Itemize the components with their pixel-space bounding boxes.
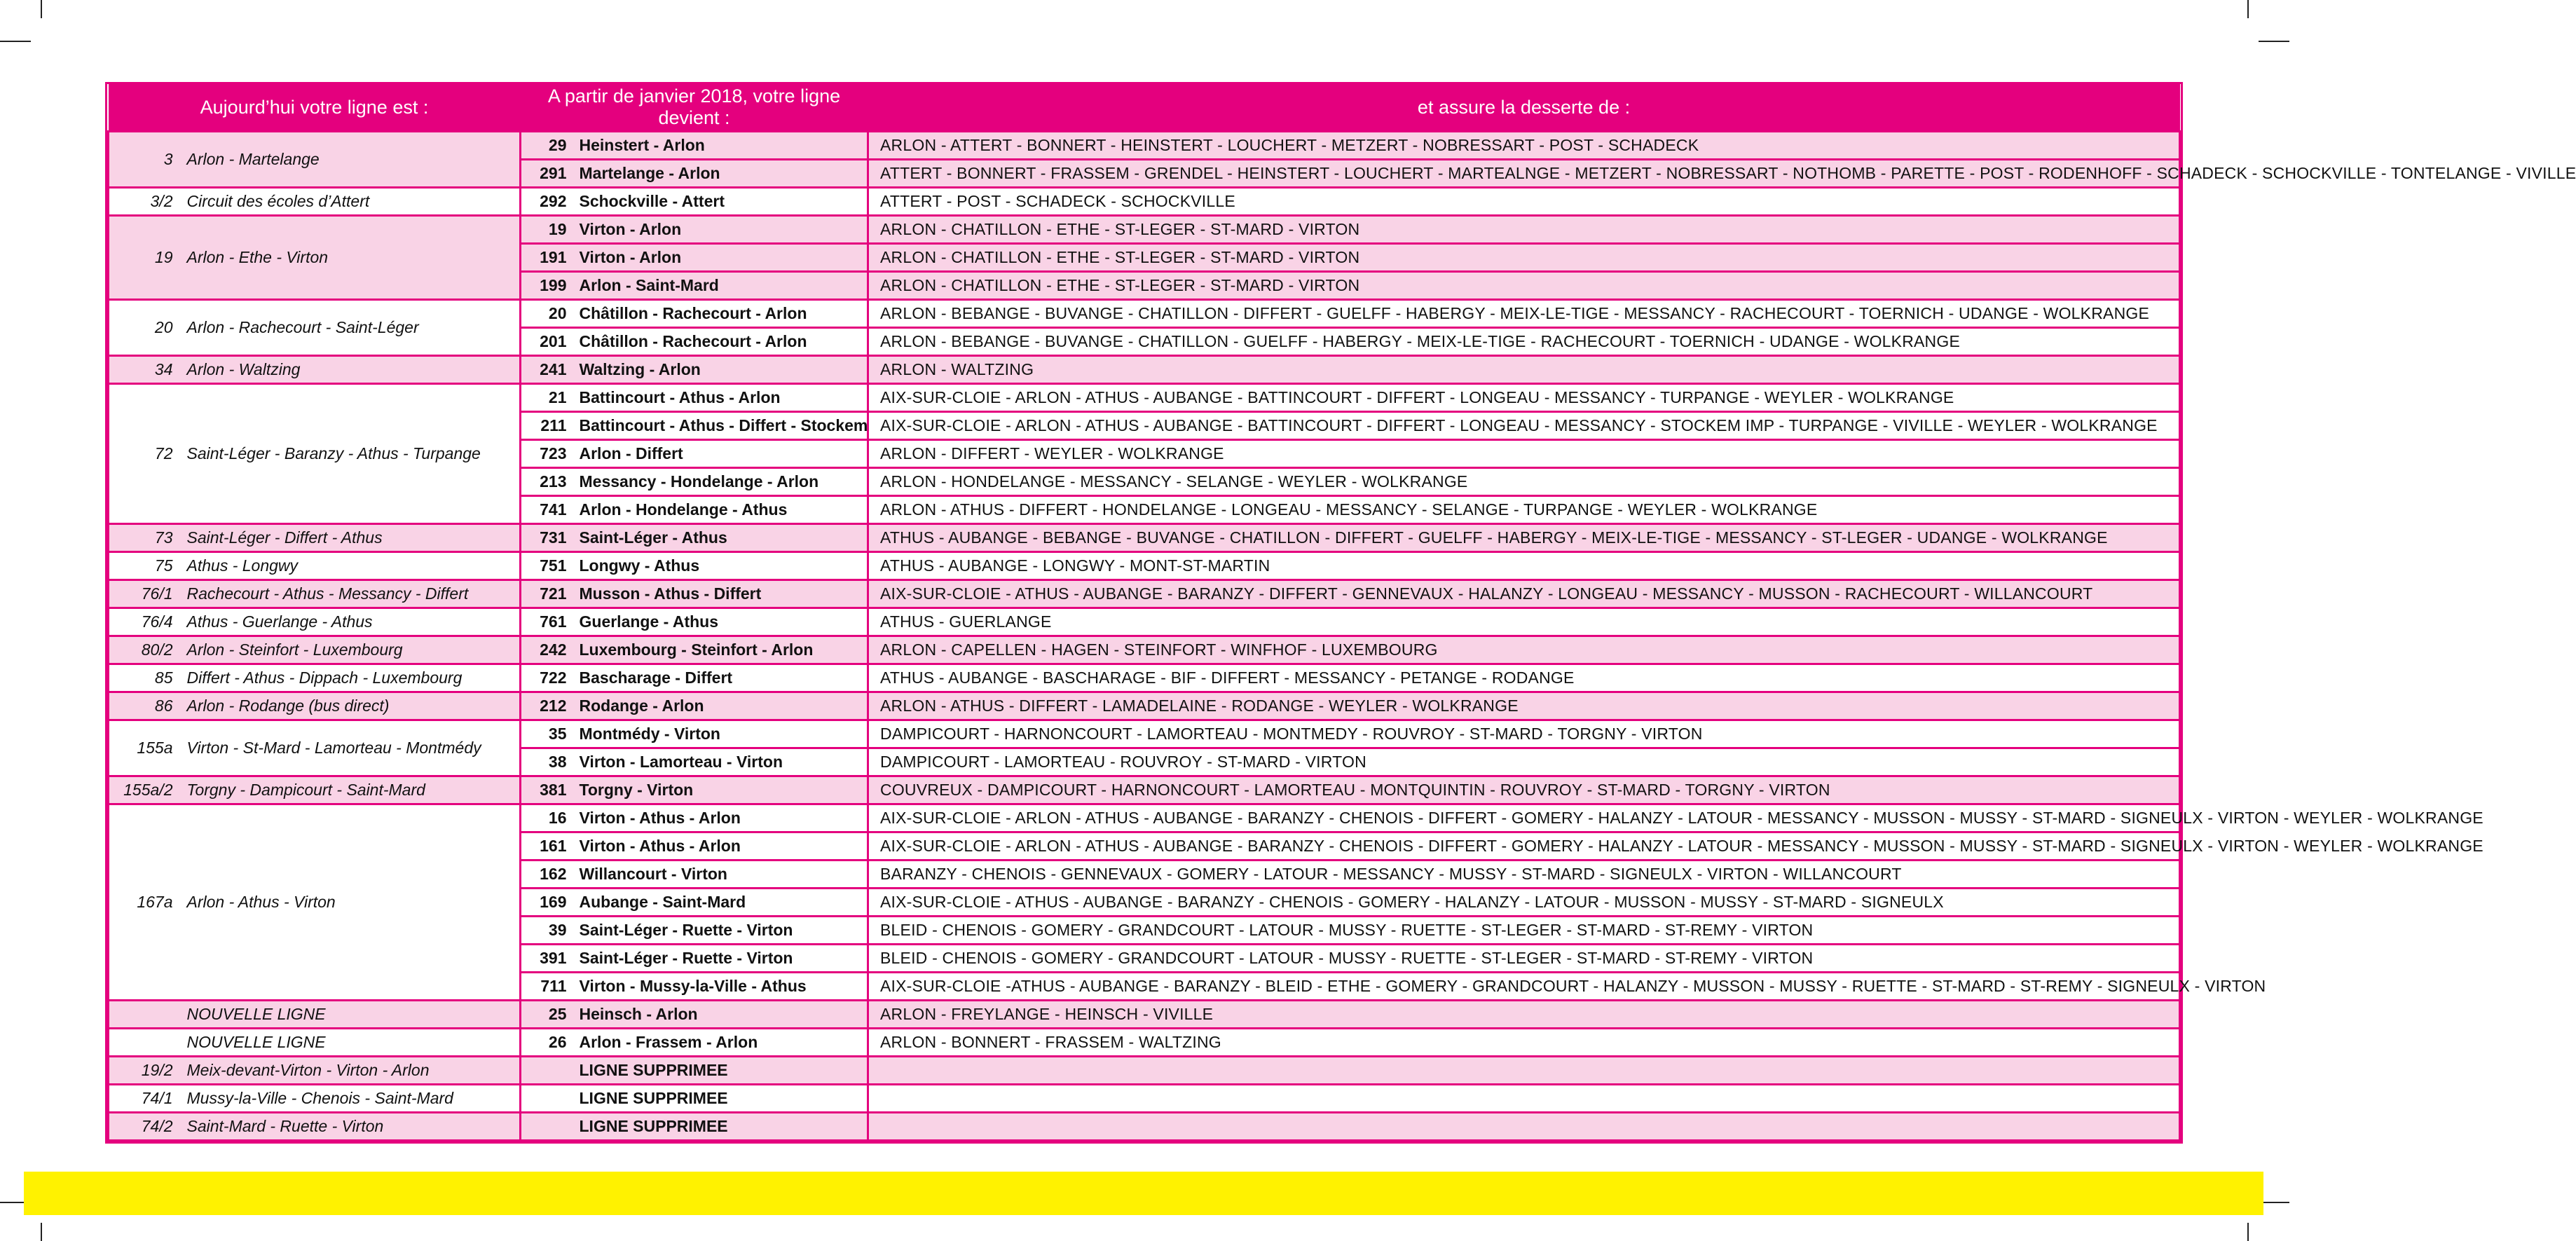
new-line-number: 242 <box>521 636 580 664</box>
old-line-name: Differt - Athus - Dippach - Luxembourg <box>187 664 521 692</box>
table-row <box>109 1085 2180 1113</box>
new-line-name: Saint-Léger - Athus <box>580 524 868 552</box>
new-line-number: 35 <box>521 720 580 748</box>
served-stops: BARANZY - CHENOIS - GENNEVAUX - GOMERY - LATOUR - MESSANCY - MUSSY - ST-MARD - SIGNEULX - VIRTON - WILLANCOURT <box>868 861 2180 889</box>
new-line-name: Virton - Arlon <box>580 216 868 244</box>
served-stops: DAMPICOURT - HARNONCOURT - LAMORTEAU - MONTMEDY - ROUVROY - ST-MARD - TORGNY - VIRTON <box>868 720 2180 748</box>
old-line-number: 72 <box>109 384 187 524</box>
old-line-number: 74/2 <box>109 1113 187 1141</box>
table-row <box>109 356 2180 384</box>
new-line-name: Guerlange - Athus <box>580 608 868 636</box>
served-stops: AIX-SUR-CLOIE - ARLON - ATHUS - AUBANGE - BATTINCOURT - DIFFERT - LONGEAU - MESSANCY - TURPANGE - WEYLER - WOLKRANGE <box>868 384 2180 412</box>
old-line-number <box>109 1029 187 1057</box>
new-line-name: Schockville - Attert <box>580 188 868 216</box>
old-line-number: 85 <box>109 664 187 692</box>
new-line-number: 191 <box>521 244 580 272</box>
old-line-name: Arlon - Ethe - Virton <box>187 216 521 300</box>
crop-mark <box>2247 0 2249 18</box>
new-line-number: 26 <box>521 1029 580 1057</box>
old-line-number: 76/1 <box>109 580 187 608</box>
old-line-number: 3 <box>109 132 187 188</box>
new-line-number: 38 <box>521 748 580 776</box>
old-line-name: Arlon - Waltzing <box>187 356 521 384</box>
new-line-number <box>521 1057 580 1085</box>
new-line-number: 19 <box>521 216 580 244</box>
old-line-number: 19/2 <box>109 1057 187 1085</box>
new-line-number: 169 <box>521 889 580 917</box>
new-line-number: 381 <box>521 776 580 804</box>
served-stops: ARLON - BONNERT - FRASSEM - WALTZING <box>868 1029 2180 1057</box>
new-line-name: Martelange - Arlon <box>580 160 868 188</box>
table-row <box>109 636 2180 664</box>
new-line-number: 162 <box>521 861 580 889</box>
new-line-name: Arlon - Saint-Mard <box>580 272 868 300</box>
old-line-number: 75 <box>109 552 187 580</box>
served-stops: ARLON - FREYLANGE - HEINSCH - VIVILLE <box>868 1001 2180 1029</box>
crop-mark <box>41 1223 42 1241</box>
crop-mark <box>41 0 42 18</box>
table-body <box>109 132 2576 1141</box>
table-row <box>109 132 2180 160</box>
served-stops: ARLON - BEBANGE - BUVANGE - CHATILLON - GUELFF - HABERGY - MEIX-LE-TIGE - RACHECOURT - TOERNICH - UDANGE - WOLKRANGE <box>868 328 2180 356</box>
old-line-number: 86 <box>109 692 187 720</box>
table-row <box>109 720 2180 748</box>
new-line-number: 211 <box>521 412 580 440</box>
served-stops: ARLON - DIFFERT - WEYLER - WOLKRANGE <box>868 440 2180 468</box>
new-line-number: 291 <box>521 160 580 188</box>
new-line-number: 292 <box>521 188 580 216</box>
served-stops: AIX-SUR-CLOIE - ATHUS - AUBANGE - BARANZY - CHENOIS - GOMERY - HALANZY - LATOUR - MUSSON - MUSSY - ST-MARD - SIGNEULX <box>868 889 2180 917</box>
new-line-name: Virton - Mussy-la-Ville - Athus <box>580 973 868 1001</box>
old-line-number: 76/4 <box>109 608 187 636</box>
yellow-footer-band <box>24 1172 2263 1215</box>
old-line-name: Rachecourt - Athus - Messancy - Differt <box>187 580 521 608</box>
old-line-number: 3/2 <box>109 188 187 216</box>
old-line-name: Arlon - Rodange (bus direct) <box>187 692 521 720</box>
table-row <box>109 664 2180 692</box>
new-line-name: Arlon - Hondelange - Athus <box>580 496 868 524</box>
table-row <box>109 804 2180 832</box>
old-line-name: Athus - Longwy <box>187 552 521 580</box>
new-line-name: Messancy - Hondelange - Arlon <box>580 468 868 496</box>
new-line-name: Saint-Léger - Ruette - Virton <box>580 945 868 973</box>
new-line-number: 39 <box>521 917 580 945</box>
new-line-number: 213 <box>521 468 580 496</box>
new-line-name: Virton - Athus - Arlon <box>580 832 868 861</box>
table-row <box>109 188 2180 216</box>
crop-mark <box>2247 1223 2249 1241</box>
served-stops: ARLON - CHATILLON - ETHE - ST-LEGER - ST-MARD - VIRTON <box>868 272 2180 300</box>
new-line-number <box>521 1113 580 1141</box>
served-stops: ARLON - ATHUS - DIFFERT - HONDELANGE - LONGEAU - MESSANCY - SELANGE - TURPANGE - WEYLER - WOLKRANGE <box>868 496 2180 524</box>
old-line-number <box>109 1001 187 1029</box>
served-stops: BLEID - CHENOIS - GOMERY - GRANDCOURT - LATOUR - MUSSY - RUETTE - ST-LEGER - ST-MARD - ST-REMY - VIRTON <box>868 917 2180 945</box>
served-stops: AIX-SUR-CLOIE - ARLON - ATHUS - AUBANGE - BARANZY - CHENOIS - DIFFERT - GOMERY - HALANZY - LATOUR - MESSANCY - MUSSON - MUSSY - ST-MARD - SIGNEULX - VIRTON - WEYLER - WOLKRANGE <box>868 804 2180 832</box>
table-row <box>109 692 2180 720</box>
served-stops <box>868 1113 2180 1141</box>
new-line-name: Arlon - Differt <box>580 440 868 468</box>
new-line-number: 25 <box>521 1001 580 1029</box>
old-line-name: Arlon - Athus - Virton <box>187 804 521 1001</box>
old-line-name: Athus - Guerlange - Athus <box>187 608 521 636</box>
old-line-name: Arlon - Steinfort - Luxembourg <box>187 636 521 664</box>
new-line-name: Torgny - Virton <box>580 776 868 804</box>
new-line-name: Arlon - Frassem - Arlon <box>580 1029 868 1057</box>
new-line-name: Bascharage - Differt <box>580 664 868 692</box>
new-line-number: 761 <box>521 608 580 636</box>
table-row <box>109 216 2180 244</box>
old-line-number: 155a <box>109 720 187 776</box>
new-line-name: Aubange - Saint-Mard <box>580 889 868 917</box>
served-stops: ARLON - CAPELLEN - HAGEN - STEINFORT - WINFHOF - LUXEMBOURG <box>868 636 2180 664</box>
served-stops: AIX-SUR-CLOIE - ARLON - ATHUS - AUBANGE - BATTINCOURT - DIFFERT - LONGEAU - MESSANCY - STOCKEM IMP - TURPANGE - VIVILLE - WEYLER - WOLKRANGE <box>868 412 2180 440</box>
served-stops: DAMPICOURT - LAMORTEAU - ROUVROY - ST-MARD - VIRTON <box>868 748 2180 776</box>
table-row <box>109 1057 2180 1085</box>
served-stops: COUVREUX - DAMPICOURT - HARNONCOURT - LAMORTEAU - MONTQUINTIN - ROUVROY - ST-MARD - TORGNY - VIRTON <box>868 776 2180 804</box>
line-change-table <box>105 82 2576 1144</box>
old-line-number: 19 <box>109 216 187 300</box>
table-row <box>109 776 2180 804</box>
table-row <box>109 580 2180 608</box>
new-line-name: Musson - Athus - Differt <box>580 580 868 608</box>
served-stops: BLEID - CHENOIS - GOMERY - GRANDCOURT - LATOUR - MUSSY - RUETTE - ST-LEGER - ST-MARD - ST-REMY - VIRTON <box>868 945 2180 973</box>
served-stops: ATHUS - AUBANGE - BASCHARAGE - BIF - DIFFERT - MESSANCY - PETANGE - RODANGE <box>868 664 2180 692</box>
old-line-number: 155a/2 <box>109 776 187 804</box>
new-line-number: 741 <box>521 496 580 524</box>
old-line-name: Saint-Mard - Ruette - Virton <box>187 1113 521 1141</box>
new-line-name: Saint-Léger - Ruette - Virton <box>580 917 868 945</box>
old-line-number: 20 <box>109 300 187 356</box>
crop-mark <box>2259 41 2289 42</box>
old-line-name: Saint-Léger - Baranzy - Athus - Turpange <box>187 384 521 524</box>
new-line-name: LIGNE SUPPRIMEE <box>580 1057 868 1085</box>
served-stops: ATHUS - GUERLANGE <box>868 608 2180 636</box>
new-line-number <box>521 1085 580 1113</box>
new-line-name: LIGNE SUPPRIMEE <box>580 1113 868 1141</box>
new-line-number: 212 <box>521 692 580 720</box>
old-line-name: Virton - St-Mard - Lamorteau - Montmédy <box>187 720 521 776</box>
new-line-name: Virton - Lamorteau - Virton <box>580 748 868 776</box>
served-stops: ARLON - ATHUS - DIFFERT - LAMADELAINE - RODANGE - WEYLER - WOLKRANGE <box>868 692 2180 720</box>
served-stops: AIX-SUR-CLOIE -ATHUS - AUBANGE - BARANZY - BLEID - ETHE - GOMERY - GRANDCOURT - HALANZY - MUSSON - MUSSY - RUETTE - ST-MARD - ST-REMY - SIGNEULX - VIRTON <box>868 973 2180 1001</box>
old-line-name: Saint-Léger - Differt - Athus <box>187 524 521 552</box>
served-stops: AIX-SUR-CLOIE - ATHUS - AUBANGE - BARANZY - DIFFERT - GENNEVAUX - HALANZY - LONGEAU - MESSANCY - MUSSON - RACHECOURT - WILLANCOURT <box>868 580 2180 608</box>
new-line-number: 391 <box>521 945 580 973</box>
served-stops: ARLON - WALTZING <box>868 356 2180 384</box>
new-line-number: 20 <box>521 300 580 328</box>
old-line-number: 73 <box>109 524 187 552</box>
old-line-name: NOUVELLE LIGNE <box>187 1029 521 1057</box>
new-line-name: Luxembourg - Steinfort - Arlon <box>580 636 868 664</box>
old-line-number: 167a <box>109 804 187 1001</box>
table-row <box>109 384 2180 412</box>
new-line-number: 161 <box>521 832 580 861</box>
new-line-number: 16 <box>521 804 580 832</box>
served-stops: ARLON - CHATILLON - ETHE - ST-LEGER - ST-MARD - VIRTON <box>868 244 2180 272</box>
new-line-name: Rodange - Arlon <box>580 692 868 720</box>
new-line-name: Virton - Athus - Arlon <box>580 804 868 832</box>
served-stops: ARLON - ATTERT - BONNERT - HEINSTERT - LOUCHERT - METZERT - NOBRESSART - POST - SCHADECK <box>868 132 2180 160</box>
served-stops: ARLON - HONDELANGE - MESSANCY - SELANGE - WEYLER - WOLKRANGE <box>868 468 2180 496</box>
new-line-name: Montmédy - Virton <box>580 720 868 748</box>
old-line-name: NOUVELLE LIGNE <box>187 1001 521 1029</box>
new-line-name: Willancourt - Virton <box>580 861 868 889</box>
old-line-name: Mussy-la-Ville - Chenois - Saint-Mard <box>187 1085 521 1113</box>
old-line-number: 34 <box>109 356 187 384</box>
old-line-name: Torgny - Dampicourt - Saint-Mard <box>187 776 521 804</box>
new-line-number: 199 <box>521 272 580 300</box>
new-line-name: Virton - Arlon <box>580 244 868 272</box>
new-line-number: 241 <box>521 356 580 384</box>
new-line-name: Heinsch - Arlon <box>580 1001 868 1029</box>
new-line-number: 731 <box>521 524 580 552</box>
served-stops: ATTERT - POST - SCHADECK - SCHOCKVILLE <box>868 188 2180 216</box>
new-line-number: 722 <box>521 664 580 692</box>
new-line-number: 751 <box>521 552 580 580</box>
old-line-number: 80/2 <box>109 636 187 664</box>
new-line-name: Waltzing - Arlon <box>580 356 868 384</box>
served-stops: ATHUS - AUBANGE - LONGWY - MONT-ST-MARTIN <box>868 552 2180 580</box>
crop-mark <box>0 41 31 42</box>
table-row <box>109 1029 2180 1057</box>
new-line-name: Longwy - Athus <box>580 552 868 580</box>
served-stops: AIX-SUR-CLOIE - ARLON - ATHUS - AUBANGE - BARANZY - CHENOIS - DIFFERT - GOMERY - HALANZY - LATOUR - MESSANCY - MUSSON - MUSSY - ST-MARD - SIGNEULX - VIRTON - WEYLER - WOLKRANGE <box>868 832 2180 861</box>
old-line-name: Circuit des écoles d’Attert <box>187 188 521 216</box>
old-line-number: 74/1 <box>109 1085 187 1113</box>
header-current-line: Aujourd’hui votre ligne est : <box>109 84 521 132</box>
new-line-name: Battincourt - Athus - Differt - Stockem <box>580 412 868 440</box>
new-line-name: Châtillon - Rachecourt - Arlon <box>580 300 868 328</box>
served-stops: ARLON - BEBANGE - BUVANGE - CHATILLON - DIFFERT - GUELFF - HABERGY - MEIX-LE-TIGE - MESSANCY - RACHECOURT - TOERNICH - UDANGE - WOLKRANGE <box>868 300 2180 328</box>
old-line-name: Arlon - Rachecourt - Saint-Léger <box>187 300 521 356</box>
new-line-name: Heinstert - Arlon <box>580 132 868 160</box>
new-line-number: 723 <box>521 440 580 468</box>
served-stops <box>868 1057 2180 1085</box>
new-line-number: 29 <box>521 132 580 160</box>
new-line-number: 721 <box>521 580 580 608</box>
table-row <box>109 524 2180 552</box>
served-stops: ATTERT - BONNERT - FRASSEM - GRENDEL - HEINSTERT - LOUCHERT - MARTEALNGE - METZERT - NOBRESSART - NOTHOMB - PARETTE - POST - RODENHOFF - SCHADECK - SCHOCKVILLE - TONTELANGE - VIVILLE <box>868 160 2180 188</box>
header-served-stops: et assure la desserte de : <box>868 84 2180 132</box>
new-line-number: 711 <box>521 973 580 1001</box>
served-stops <box>868 1085 2180 1113</box>
served-stops: ATHUS - AUBANGE - BEBANGE - BUVANGE - CHATILLON - DIFFERT - GUELFF - HABERGY - MEIX-LE-TIGE - MESSANCY - ST-LEGER - UDANGE - WOLKRANGE <box>868 524 2180 552</box>
old-line-name: Arlon - Martelange <box>187 132 521 188</box>
table-row <box>109 552 2180 580</box>
table-row <box>109 608 2180 636</box>
table-header <box>109 84 2180 132</box>
served-stops: ARLON - CHATILLON - ETHE - ST-LEGER - ST-MARD - VIRTON <box>868 216 2180 244</box>
new-line-name: Châtillon - Rachecourt - Arlon <box>580 328 868 356</box>
table-row <box>109 300 2180 328</box>
new-line-name: LIGNE SUPPRIMEE <box>580 1085 868 1113</box>
new-line-number: 201 <box>521 328 580 356</box>
old-line-name: Meix-devant-Virton - Virton - Arlon <box>187 1057 521 1085</box>
new-line-name: Battincourt - Athus - Arlon <box>580 384 868 412</box>
new-line-number: 21 <box>521 384 580 412</box>
table-row <box>109 1113 2180 1141</box>
header-new-line: A partir de janvier 2018, votre ligne devient : <box>521 84 868 132</box>
table-row <box>109 1001 2180 1029</box>
